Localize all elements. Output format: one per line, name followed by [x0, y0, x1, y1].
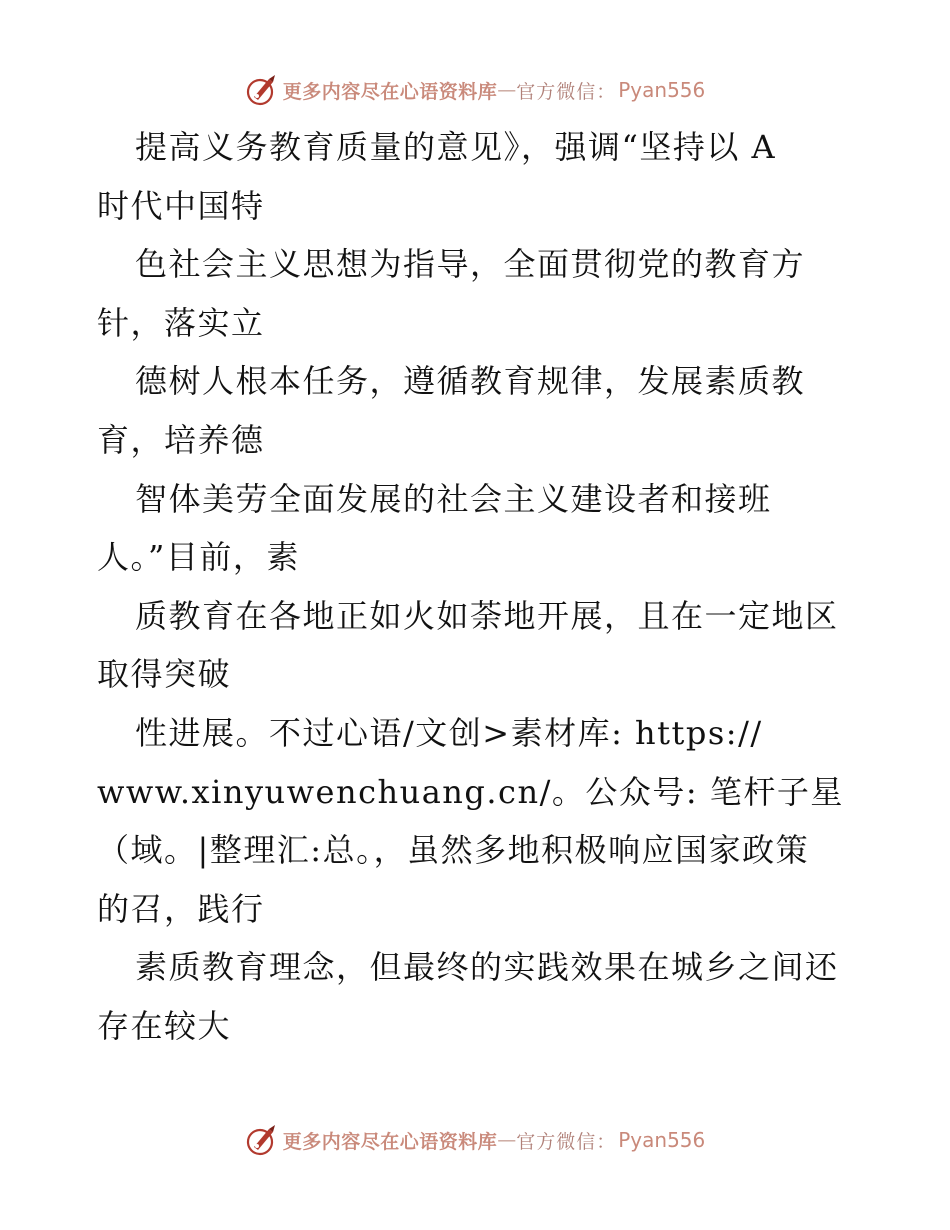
- body-text: [97, 118, 857, 1056]
- text-line: （域。|整理汇:总。，虽然多地积极响应国家政策: [97, 831, 810, 870]
- header-banner-label: 官方微信：: [516, 80, 617, 103]
- text-line: 质教育在各地正如火如荼地开展，且在一定地区: [135, 596, 839, 635]
- footer-banner-label: 官方微信：: [516, 1130, 617, 1153]
- footer-banner-title: 更多内容尽在心语资料库: [282, 1130, 498, 1153]
- text-line: 取得突破: [97, 655, 232, 694]
- footer-banner: [0, 1120, 950, 1160]
- footer-banner-wechat-id: Pyan556: [618, 1128, 706, 1152]
- footer-banner-separator: —: [497, 1129, 517, 1151]
- text-line: 素质教育理念，但最终的实践效果在城乡之间还: [135, 948, 839, 987]
- quill-pen-logo-icon: [245, 73, 279, 107]
- text-line: 的召，践行: [97, 889, 265, 928]
- text-line: 针，落实立: [97, 303, 265, 342]
- text-line: 性进展。不过心语/文创>素材库: https://: [135, 713, 763, 752]
- header-banner-wechat-id: Pyan556: [618, 78, 706, 102]
- header-banner-title: 更多内容尽在心语资料库: [282, 80, 498, 103]
- header-banner-separator: —: [497, 79, 517, 101]
- text-line: 人。”目前，素: [97, 538, 300, 577]
- text-line: 时代中国特: [97, 186, 265, 225]
- text-line: 德树人根本任务，遵循教育规律，发展素质教: [135, 362, 806, 401]
- text-line: 提高义务教育质量的意见》，强调“坚持以 A: [135, 128, 777, 166]
- header-banner: [0, 70, 950, 110]
- text-line: 存在较大: [97, 1006, 232, 1045]
- text-line: www.xinyuwenchuang.cn/。公众号: 笔杆子星: [97, 772, 844, 811]
- text-line: 色社会主义思想为指导，全面贯彻党的教育方: [135, 245, 806, 284]
- quill-pen-logo-icon: [245, 1123, 279, 1157]
- text-line: 智体美劳全面发展的社会主义建设者和接班: [135, 479, 772, 518]
- text-line: 育，培养德: [97, 420, 265, 459]
